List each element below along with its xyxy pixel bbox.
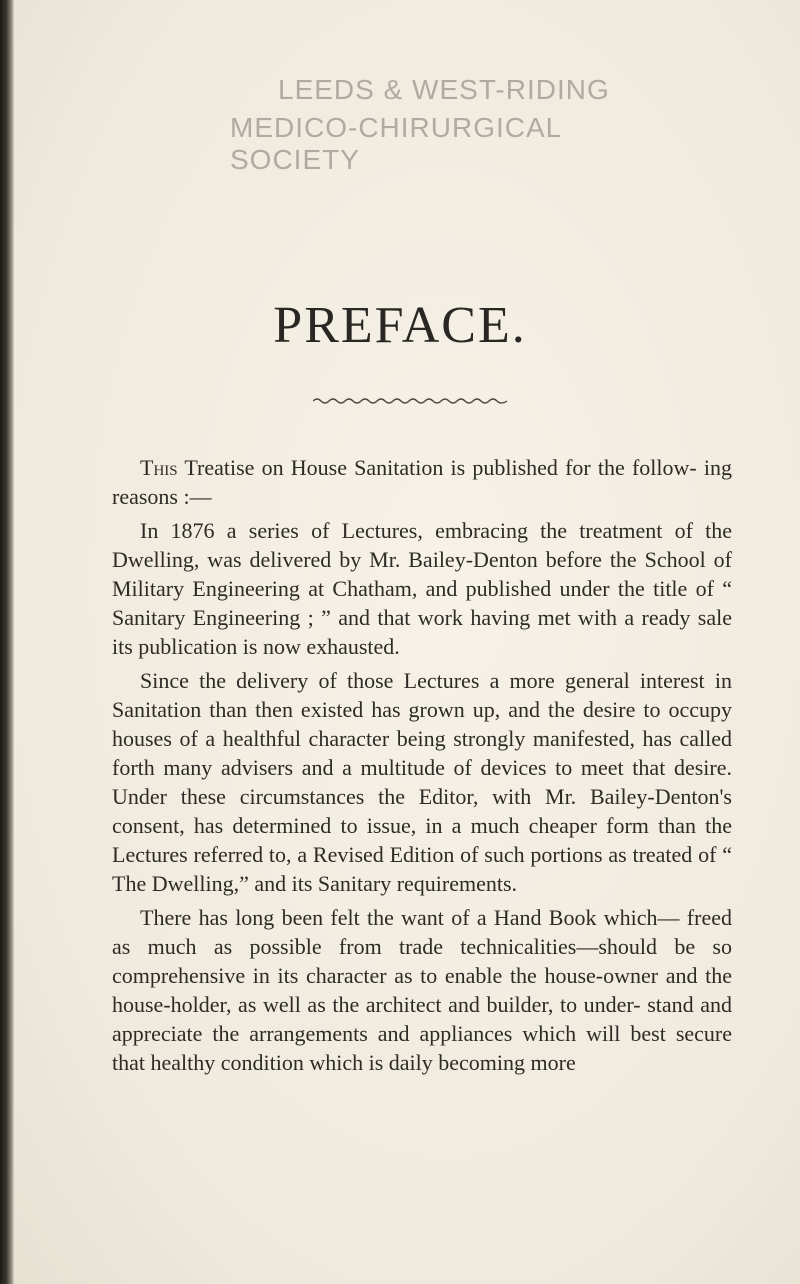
paragraph-2	[112, 516, 732, 661]
paragraph-text: There has long been felt the want of a Hand Book which— freed as much as possible from trade technicalities—should be so comprehensive in its character as to enable the house-owner and the house-holder, as well as the architect and builder, to under- stand and appreciate the arrangements and appliances which will best secure that healthy condition which is daily becoming more	[112, 905, 732, 1075]
book-spine-edge	[0, 0, 14, 1284]
stamp-line-2: MEDICO-CHIRURGICAL SOCIETY	[230, 112, 562, 175]
paragraph-text: In 1876 a series of Lectures, embracing the treatment of the Dwelling, was delivered by Mr. Bailey-Denton before the School of Military Engineering at Chatham, and published under the title of “ Sanitary Engineering ; ” and that work having met with a ready sale its publication is now exhausted.	[112, 518, 732, 659]
stamp-line-1: LEEDS & WEST-RIDING	[278, 74, 610, 105]
paragraph-text: Since the delivery of those Lectures a more general interest in Sanitation than then existed has grown up, and the desire to occupy houses of a healthful character being strongly manifested, has called forth many advisers and a multitude of devices to meet that desire. Under these circumstances the Editor, with Mr. Bailey-Denton's consent, has determined to issue, in a much cheaper form than the Lectures referred to, a Revised Edition of such portions as treated of “ The Dwelling,” and its Sanitary requirements.	[112, 668, 732, 896]
paragraph-lead-word: This	[140, 455, 178, 480]
wavy-rule-ornament	[313, 396, 507, 406]
paragraph-1	[112, 453, 732, 511]
paragraph-3	[112, 666, 732, 898]
page-heading: PREFACE.	[273, 297, 527, 354]
paragraph-4	[112, 903, 732, 1077]
preface-body	[112, 453, 732, 1077]
paragraph-text: Treatise on House Sanitation is published for the follow- ing reasons :—	[112, 455, 732, 509]
